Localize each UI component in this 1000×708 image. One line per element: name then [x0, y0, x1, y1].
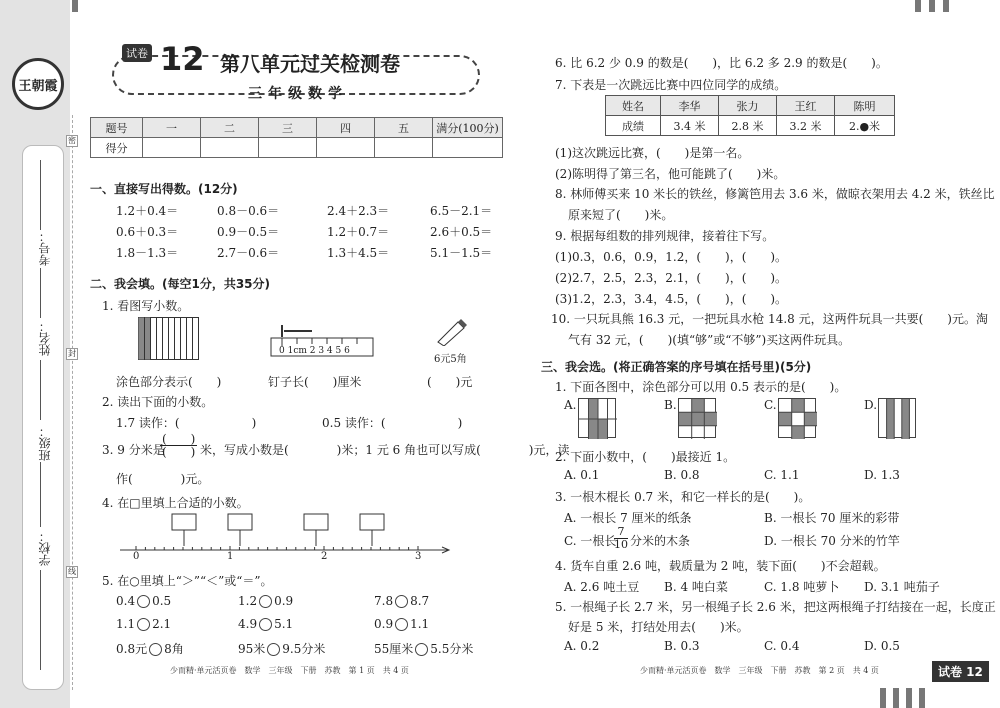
decimal-strip-figure [138, 317, 200, 361]
publisher-logo: 王朝霞 [12, 58, 64, 110]
student-info-panel [22, 145, 64, 690]
option-d-figure [878, 398, 916, 438]
option-a-figure [578, 398, 616, 438]
worksheet-page: 王朝霞 考号： 姓名： 班级： 学校： 密 封 线 试卷 12 第八单元过关检测卷 三年级数学 题号 一 二 三 四 五 满分(100分) 得分 一、直接写出得数。(12分) 1.2＋0.4＝ 0.8－0.6＝ 2.4＋2.3＝ 6.5－2.1＝ 0.6＋0.3＝ 0.9－0.5＝ 1.2＋0.7＝ 2.6＋0.5＝ 1.8－1.3＝ 2.7－0.6＝ 1.3＋4.5＝ 5.1－1.5＝ 二、我会填。(每空1分，共35分) 1. 看图写小数。 0 1cm 2 3 4 5 6 6元5角 涂色部分表示( ) 钉子长( )厘米 ( )元 2. 读出下面的小数。 1.7 读作：( ) 0.5 读作：( ) 3. 9 分米是 ( ) ( ) 米，写成小数是( )米；1 元 6 角也可以写成( )元，读 作( )元。 4. 在□里填上合适的小数。 0 1 2 3 5. 在○里填上“＞”“＜”或“＝”。 0.4 0.5 1.2 0.9 7.8 8.7 1.1 2.1 4.9 5.1 0.9 1.1 0.8元 8角 95米 9.5分米 55厘米 5.5分米 少而精·单元活页卷 数学 三年级 下册 苏教 第 1 页 共 4 页 6. 比 6.2 少 0.9 的数是( )，比 6.2 多 2.9 的数是( )。 7. 下表是一次跳远比赛中四位同学的成绩。 姓名 李华 张力 王红 陈明 成绩 3.4 米 2.8 米 3.2 米 2.●米 (1)这次跳远比赛，( )是第一名。 (2)陈明得了第三名，他可能跳了( )米。 8. 林师傅买来 10 米长的铁丝，修篱笆用去 3.6 米，做晾衣架用去 4.2 米，铁丝比 原来短了( )米。 9. 根据每组数的排列规律，接着往下写。 (1)0.3，0.6，0.9，1.2，( )，( )。 (2)2.7，2.5，2.3，2.1，( )，( )。 (3)1.2，2.3，3.4，4.5，( )，( )。 10. 一只玩具熊 16.3 元，一把玩具水枪 14.8 元，这两件玩具一共要( )元。淘 气有 32 元，( )(填“够”或“不够”)买这两件玩具。 三、我会选。(将正确答案的序号填在括号里)(5分) 1. 下面各图中，涂色部分可以用 0.5 表示的是( )。 A. B. C. D. 2. 下面小数中，( )最接近 1。 A. 0.1 B. 0.8 C. 1.1 D. 1.3 3. 一根木棍长 0.7 米，和它一样长的是( )。 A. 一根长 7 厘米的纸条 B. 一根长 70 厘米的彩带 C. 一根长 $\frac{7}{10}$ 分米的木条 D. 一根长 70 分米的竹竿 4. 货车自重 2.6 吨，载质量为 2 吨，装下面( )不会超载。 A. 2.6 吨土豆 B. 4 吨白菜 C. 1.8 吨萝卜 D. 3.1 吨茄子 5. 一根绳子长 2.7 米，另一根绳子长 2.6 米，把这两根绳子打结接在一起，长度正 好是 5 米，打结处用去( )米。 A. 0.2 B. 0.3 C. 0.4 D. 0.5 少而精·单元活页卷 数学 三年级 下册 苏教 第 2 页 共 4 页 试卷 12 [0, 0, 1000, 708]
page-title: 第八单元过关检测卷 [220, 52, 400, 76]
compare-circle[interactable] [415, 643, 428, 656]
paper-number: 12 [160, 40, 205, 78]
page-subtitle: 三年级数学 [248, 86, 348, 102]
score-table: 题号 一 二 三 四 五 满分(100分) 得分 [90, 117, 503, 158]
paper-badge: 试卷 [122, 44, 152, 62]
section-3-title: 三、我会选。(将正确答案的序号填在括号里)(5分) [541, 360, 812, 374]
option-b-figure [678, 398, 716, 438]
compare-circle[interactable] [137, 595, 150, 608]
section-1-title: 一、直接写出得数。(12分) [90, 182, 238, 196]
fraction-blank: ( ) ( ) [162, 432, 196, 459]
cut-mark: 封 [68, 349, 76, 358]
compare-circle[interactable] [395, 595, 408, 608]
compare-circle[interactable] [267, 643, 280, 656]
compare-circle[interactable] [259, 595, 272, 608]
compare-circle[interactable] [259, 618, 272, 631]
exam-number-label: 考号： [38, 230, 52, 266]
cut-mark: 密 [68, 136, 76, 145]
name-label: 姓名： [38, 320, 52, 356]
compare-circle[interactable] [395, 618, 408, 631]
compare-circle[interactable] [137, 618, 150, 631]
fraction-seven-tenths: $\frac{7}{10}$ [614, 525, 628, 551]
pen-icon [434, 316, 468, 346]
paper-tag: 试卷 12 [932, 661, 989, 682]
school-label: 学校： [38, 530, 52, 566]
compare-circle[interactable] [149, 643, 162, 656]
option-c-figure [778, 398, 816, 438]
footer-right: 少而精·单元活页卷 数学 三年级 下册 苏教 第 2 页 共 4 页 [640, 666, 879, 675]
long-jump-table: 姓名 李华 张力 王红 陈明 成绩 3.4 米 2.8 米 3.2 米 2.●米 [605, 95, 895, 136]
cut-line [72, 115, 73, 690]
section-2-title: 二、我会填。(每空1分，共35分) [90, 277, 271, 291]
number-line [118, 512, 453, 564]
class-label: 班级： [38, 425, 52, 461]
cut-mark: 线 [68, 567, 76, 576]
footer-left: 少而精·单元活页卷 数学 三年级 下册 苏教 第 1 页 共 4 页 [170, 666, 409, 675]
